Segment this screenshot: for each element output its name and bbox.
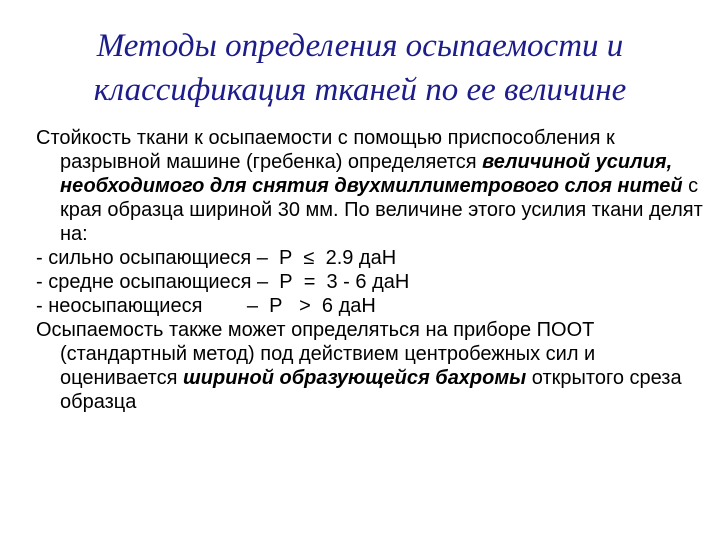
title-line-1: Методы определения осыпаемости и	[96, 28, 624, 64]
slide-body	[36, 126, 708, 414]
slide-title	[30, 24, 690, 112]
paragraph1-emphasis: величиной усилия, необходимого для снятия двухмиллиметрового слоя нитей	[60, 151, 683, 197]
title-line-2: классификация тканей по ее величине	[93, 72, 627, 108]
paragraph-method-tensile	[36, 126, 708, 246]
level-medium: - средне осыпающиеся – Р = 3 - 6 даН	[36, 271, 410, 293]
level-none: - неосыпающиеся – Р > 6 даН	[36, 295, 376, 317]
paragraph2-text-a: Осыпаемость также может определяться на приборе ПООТ (стандартный метод) под действием центробежных сил и оценивается	[36, 319, 596, 389]
paragraph2-text-b: открытого среза образца	[60, 367, 682, 413]
paragraph-method-poot	[36, 318, 708, 414]
paragraph2-emphasis: шириной образующейся бахромы	[183, 367, 527, 389]
level-strong: - сильно осыпающиеся – Р ≤ 2.9 даН	[36, 247, 397, 269]
paragraph1-text-a: Стойкость ткани к осыпаемости с помощью приспособления к разрывной машине (гребенка) определяется	[36, 127, 615, 173]
paragraph1-text-b: с края образца шириной 30 мм. По величине этого усилия ткани делят на:	[60, 175, 703, 245]
